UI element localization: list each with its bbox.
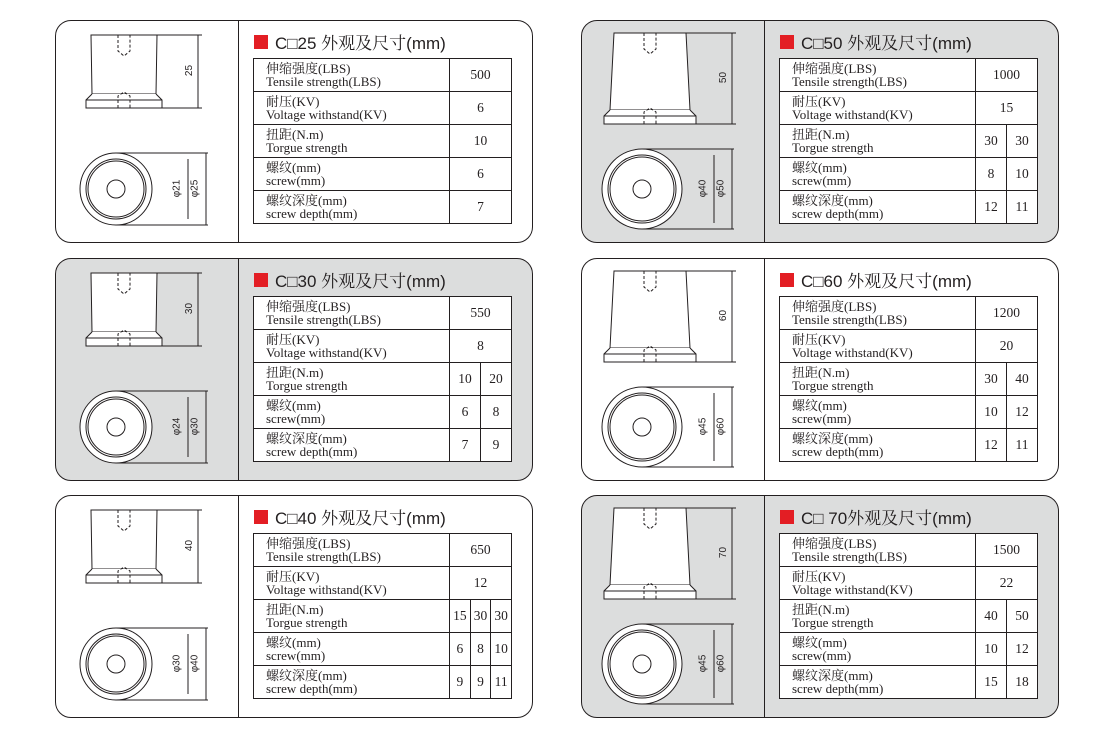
red-square-icon [254, 273, 268, 287]
spec-label [780, 297, 976, 330]
spec-value: 6 [450, 92, 512, 125]
table-row [780, 191, 1038, 224]
spec-value: 8 [481, 396, 512, 429]
card-title [780, 29, 972, 54]
label-en: screw(mm) [266, 411, 326, 426]
table-row [254, 330, 512, 363]
label-en: Tensile strength(LBS) [266, 74, 381, 89]
label-cn: 伸缩强度(LBS) [266, 299, 351, 314]
insulator-drawing [582, 21, 764, 243]
spec-label [254, 158, 450, 191]
table-row [254, 396, 512, 429]
table-row [780, 633, 1038, 666]
label-cn: 螺纹(mm) [266, 160, 321, 175]
spec-label [780, 92, 976, 125]
label-cn: 螺纹(mm) [792, 635, 847, 650]
spec-value: 500 [450, 59, 512, 92]
label-en: Torgue strength [792, 140, 874, 155]
spec-value: 6 [450, 396, 481, 429]
table-row [254, 191, 512, 224]
table-row [254, 92, 512, 125]
spec-value: 10 [491, 633, 512, 666]
spec-label [254, 59, 450, 92]
table-row [780, 92, 1038, 125]
drawing-panel [56, 259, 239, 481]
label-cn: 伸缩强度(LBS) [792, 61, 877, 76]
label-en: Tensile strength(LBS) [266, 312, 381, 327]
outer-diameter: φ40 [189, 654, 201, 673]
spec-value: 11 [1007, 191, 1038, 224]
product-card [55, 258, 533, 481]
label-cn: 伸缩强度(LBS) [266, 536, 351, 551]
spec-value: 6 [450, 158, 512, 191]
spec-value: 9 [481, 429, 512, 462]
label-cn: 螺纹深度(mm) [266, 193, 347, 208]
product-card [55, 495, 533, 718]
table-row [254, 297, 512, 330]
label-cn: 伸缩强度(LBS) [792, 299, 877, 314]
spec-label [254, 191, 450, 224]
red-square-icon [780, 273, 794, 287]
spec-label [254, 330, 450, 363]
spec-value: 11 [491, 666, 512, 699]
spec-value: 22 [976, 567, 1038, 600]
table-row [254, 633, 512, 666]
height-dimension: 40 [184, 539, 196, 551]
height-dimension: 60 [718, 309, 730, 321]
label-cn: 螺纹深度(mm) [266, 668, 347, 683]
label-en: screw depth(mm) [266, 206, 358, 221]
label-cn: 伸缩强度(LBS) [266, 61, 351, 76]
spec-label [780, 666, 976, 699]
spec-value: 12 [450, 567, 512, 600]
card-title [254, 267, 446, 292]
title-text: C□ 70外观及尺寸(mm) [801, 509, 972, 528]
spec-value: 6 [450, 633, 471, 666]
red-square-icon [780, 510, 794, 524]
spec-value: 1500 [976, 534, 1038, 567]
spec-label [254, 92, 450, 125]
label-cn: 螺纹深度(mm) [792, 193, 873, 208]
table-row [254, 600, 512, 633]
spec-label [254, 297, 450, 330]
label-en: screw depth(mm) [792, 681, 884, 696]
spec-value: 12 [976, 191, 1007, 224]
spec-value: 1200 [976, 297, 1038, 330]
card-title [780, 504, 972, 529]
table-row [780, 600, 1038, 633]
title-text: C□60 外观及尺寸(mm) [801, 272, 972, 291]
table-row [254, 158, 512, 191]
drawing-panel [56, 21, 239, 243]
spec-label [254, 666, 450, 699]
table-row [254, 666, 512, 699]
label-en: Torgue strength [792, 615, 874, 630]
title-text: C□50 外观及尺寸(mm) [801, 34, 972, 53]
inner-diameter: φ24 [171, 417, 183, 436]
table-row [780, 534, 1038, 567]
spec-value: 15 [450, 600, 471, 633]
spec-label [780, 191, 976, 224]
label-cn: 扭距(N.m) [792, 365, 850, 380]
insulator-drawing [56, 21, 238, 243]
label-en: Voltage withstand(KV) [266, 107, 387, 122]
table-row [254, 59, 512, 92]
spec-value: 40 [1007, 363, 1038, 396]
label-cn: 螺纹深度(mm) [792, 668, 873, 683]
spec-value: 650 [450, 534, 512, 567]
label-cn: 螺纹深度(mm) [792, 431, 873, 446]
label-en: Voltage withstand(KV) [792, 582, 913, 597]
label-en: Tensile strength(LBS) [792, 312, 907, 327]
label-cn: 螺纹深度(mm) [266, 431, 347, 446]
table-row [780, 158, 1038, 191]
spec-value: 7 [450, 429, 481, 462]
spec-value: 9 [470, 666, 491, 699]
spec-value: 10 [450, 125, 512, 158]
table-row [780, 330, 1038, 363]
label-cn: 耐压(KV) [266, 569, 320, 584]
inner-diameter: φ21 [171, 179, 183, 198]
spec-label [780, 633, 976, 666]
label-cn: 螺纹(mm) [266, 635, 321, 650]
insulator-drawing [582, 259, 764, 481]
label-en: screw(mm) [792, 411, 852, 426]
spec-label [780, 396, 976, 429]
label-en: screw depth(mm) [266, 681, 358, 696]
height-dimension: 30 [184, 302, 196, 314]
label-cn: 伸缩强度(LBS) [792, 536, 877, 551]
table-row [780, 59, 1038, 92]
spec-table [253, 296, 512, 462]
spec-label [780, 567, 976, 600]
label-en: screw depth(mm) [266, 444, 358, 459]
spec-value: 1000 [976, 59, 1038, 92]
table-row [780, 396, 1038, 429]
spec-value: 30 [470, 600, 491, 633]
outer-diameter: φ25 [189, 179, 201, 198]
product-card [581, 258, 1059, 481]
label-en: Voltage withstand(KV) [266, 582, 387, 597]
spec-value: 10 [450, 363, 481, 396]
label-cn: 扭距(N.m) [792, 127, 850, 142]
spec-value: 15 [976, 92, 1038, 125]
label-cn: 螺纹(mm) [266, 398, 321, 413]
label-cn: 扭距(N.m) [266, 127, 324, 142]
insulator-drawing [56, 496, 238, 718]
spec-table [779, 533, 1038, 699]
spec-label [780, 158, 976, 191]
drawing-panel [56, 496, 239, 718]
table-row [780, 297, 1038, 330]
spec-value: 10 [976, 396, 1007, 429]
product-card [55, 20, 533, 243]
inner-diameter: φ30 [171, 654, 183, 673]
spec-value: 30 [1007, 125, 1038, 158]
spec-label [254, 534, 450, 567]
spec-label [780, 429, 976, 462]
spec-value: 50 [1007, 600, 1038, 633]
spec-label [254, 600, 450, 633]
table-row [780, 567, 1038, 600]
table-row [254, 363, 512, 396]
label-cn: 耐压(KV) [792, 94, 846, 109]
label-en: Torgue strength [266, 140, 348, 155]
spec-value: 12 [1007, 633, 1038, 666]
height-dimension: 70 [718, 546, 730, 558]
outer-diameter: φ60 [715, 654, 727, 673]
label-en: Voltage withstand(KV) [266, 345, 387, 360]
label-cn: 螺纹(mm) [792, 160, 847, 175]
spec-label [254, 125, 450, 158]
table-row [780, 125, 1038, 158]
product-card [581, 495, 1059, 718]
drawing-panel [582, 496, 765, 718]
label-cn: 耐压(KV) [792, 332, 846, 347]
label-cn: 扭距(N.m) [266, 602, 324, 617]
height-dimension: 50 [718, 71, 730, 83]
spec-value: 20 [976, 330, 1038, 363]
spec-label [254, 363, 450, 396]
spec-label [780, 600, 976, 633]
spec-table [779, 296, 1038, 462]
label-en: Tensile strength(LBS) [266, 549, 381, 564]
label-cn: 耐压(KV) [792, 569, 846, 584]
spec-value: 18 [1007, 666, 1038, 699]
spec-value: 30 [491, 600, 512, 633]
spec-label [780, 363, 976, 396]
title-text: C□30 外观及尺寸(mm) [275, 272, 446, 291]
spec-label [254, 567, 450, 600]
drawing-panel [582, 259, 765, 481]
title-text: C□40 外观及尺寸(mm) [275, 509, 446, 528]
insulator-drawing [582, 496, 764, 718]
spec-label [780, 59, 976, 92]
table-row [254, 125, 512, 158]
label-en: screw(mm) [792, 648, 852, 663]
spec-value: 15 [976, 666, 1007, 699]
spec-value: 550 [450, 297, 512, 330]
label-cn: 扭距(N.m) [792, 602, 850, 617]
outer-diameter: φ50 [715, 179, 727, 198]
spec-value: 20 [481, 363, 512, 396]
title-text: C□25 外观及尺寸(mm) [275, 34, 446, 53]
spec-label [780, 330, 976, 363]
spec-value: 12 [1007, 396, 1038, 429]
table-row [254, 534, 512, 567]
spec-value: 40 [976, 600, 1007, 633]
table-row [780, 429, 1038, 462]
label-en: Tensile strength(LBS) [792, 74, 907, 89]
insulator-drawing [56, 259, 238, 481]
label-en: screw depth(mm) [792, 206, 884, 221]
inner-diameter: φ45 [697, 417, 709, 436]
spec-label [780, 125, 976, 158]
spec-value: 8 [976, 158, 1007, 191]
spec-table [253, 58, 512, 224]
spec-value: 30 [976, 125, 1007, 158]
spec-label [254, 396, 450, 429]
label-en: screw depth(mm) [792, 444, 884, 459]
inner-diameter: φ45 [697, 654, 709, 673]
spec-value: 10 [976, 633, 1007, 666]
spec-value: 30 [976, 363, 1007, 396]
label-en: screw(mm) [266, 173, 326, 188]
spec-value: 9 [450, 666, 471, 699]
label-en: Torgue strength [266, 378, 348, 393]
inner-diameter: φ40 [697, 179, 709, 198]
spec-value: 11 [1007, 429, 1038, 462]
red-square-icon [254, 35, 268, 49]
label-en: screw(mm) [266, 648, 326, 663]
red-square-icon [780, 35, 794, 49]
table-row [780, 666, 1038, 699]
height-dimension: 25 [184, 64, 196, 76]
card-title [254, 504, 446, 529]
label-en: Voltage withstand(KV) [792, 345, 913, 360]
label-cn: 耐压(KV) [266, 94, 320, 109]
table-row [254, 429, 512, 462]
label-cn: 耐压(KV) [266, 332, 320, 347]
spec-label [254, 633, 450, 666]
red-square-icon [254, 510, 268, 524]
label-en: Torgue strength [266, 615, 348, 630]
card-title [780, 267, 972, 292]
spec-value: 7 [450, 191, 512, 224]
spec-value: 8 [470, 633, 491, 666]
drawing-panel [582, 21, 765, 243]
card-title [254, 29, 446, 54]
table-row [780, 363, 1038, 396]
spec-table [779, 58, 1038, 224]
label-en: Voltage withstand(KV) [792, 107, 913, 122]
spec-label [254, 429, 450, 462]
product-card [581, 20, 1059, 243]
spec-label [780, 534, 976, 567]
spec-value: 12 [976, 429, 1007, 462]
spec-table [253, 533, 512, 699]
spec-value: 10 [1007, 158, 1038, 191]
table-row [254, 567, 512, 600]
label-en: Tensile strength(LBS) [792, 549, 907, 564]
label-en: screw(mm) [792, 173, 852, 188]
outer-diameter: φ30 [189, 417, 201, 436]
label-cn: 螺纹(mm) [792, 398, 847, 413]
spec-value: 8 [450, 330, 512, 363]
outer-diameter: φ60 [715, 417, 727, 436]
label-cn: 扭距(N.m) [266, 365, 324, 380]
label-en: Torgue strength [792, 378, 874, 393]
